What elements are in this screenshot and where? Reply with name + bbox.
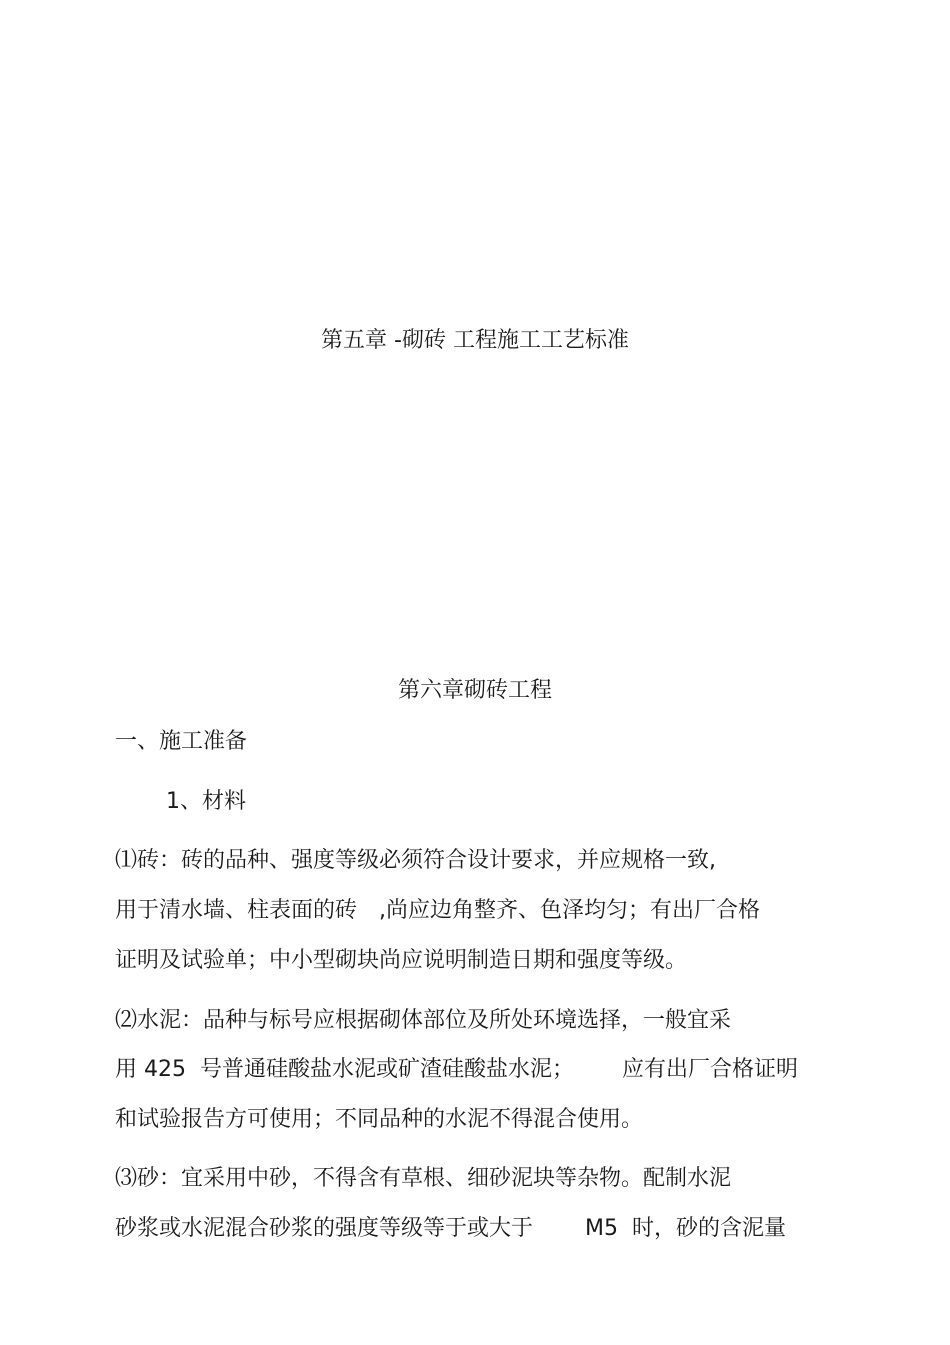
chapter-6-title: 第六章砌砖工程 (397, 678, 552, 703)
brick-line-2-part-b: ,尚应边角整齐、色泽均匀；有出厂合格 (379, 898, 761, 923)
item-heading-materials: 1、材料 (166, 789, 246, 814)
cement-line-2-part-a: 用 425 号普通硅酸盐水泥或矿渣硅酸盐水泥； (115, 1057, 574, 1082)
brick-line-3: 证明及试验单；中小型砌块尚应说明制造日期和强度等级。 (115, 948, 688, 973)
cement-line-3: 和试验报告方可使用；不同品种的水泥不得混合使用。 (115, 1107, 644, 1132)
cement-line-2-part-b: 应有出厂合格证明 (621, 1057, 798, 1082)
cement-line-2 (115, 1057, 798, 1083)
sand-line-1: ⑶砂：宜采用中砂，不得含有草根、细砂泥块等杂物。配制水泥 (115, 1166, 732, 1191)
cement-line-1: ⑵水泥：品种与标号应根据砌体部位及所处环境选择，一般宜采 (115, 1008, 732, 1033)
chapter-5-title: 第五章 -砌砖 工程施工工艺标准 (321, 328, 629, 353)
section-heading-preparation: 一、施工准备 (115, 729, 248, 754)
sand-line-2-part-b: M5 时，砂的含泥量 (585, 1216, 786, 1241)
brick-line-1: ⑴砖：砖的品种、强度等级必须符合设计要求，并应规格一致, (115, 848, 716, 873)
brick-line-2 (115, 898, 760, 924)
sand-line-2-part-a: 砂浆或水泥混合砂浆的强度等级等于或大于 (115, 1216, 534, 1241)
brick-line-2-part-a: 用于清水墙、柱表面的砖 (115, 898, 358, 923)
sand-line-2 (115, 1216, 786, 1242)
